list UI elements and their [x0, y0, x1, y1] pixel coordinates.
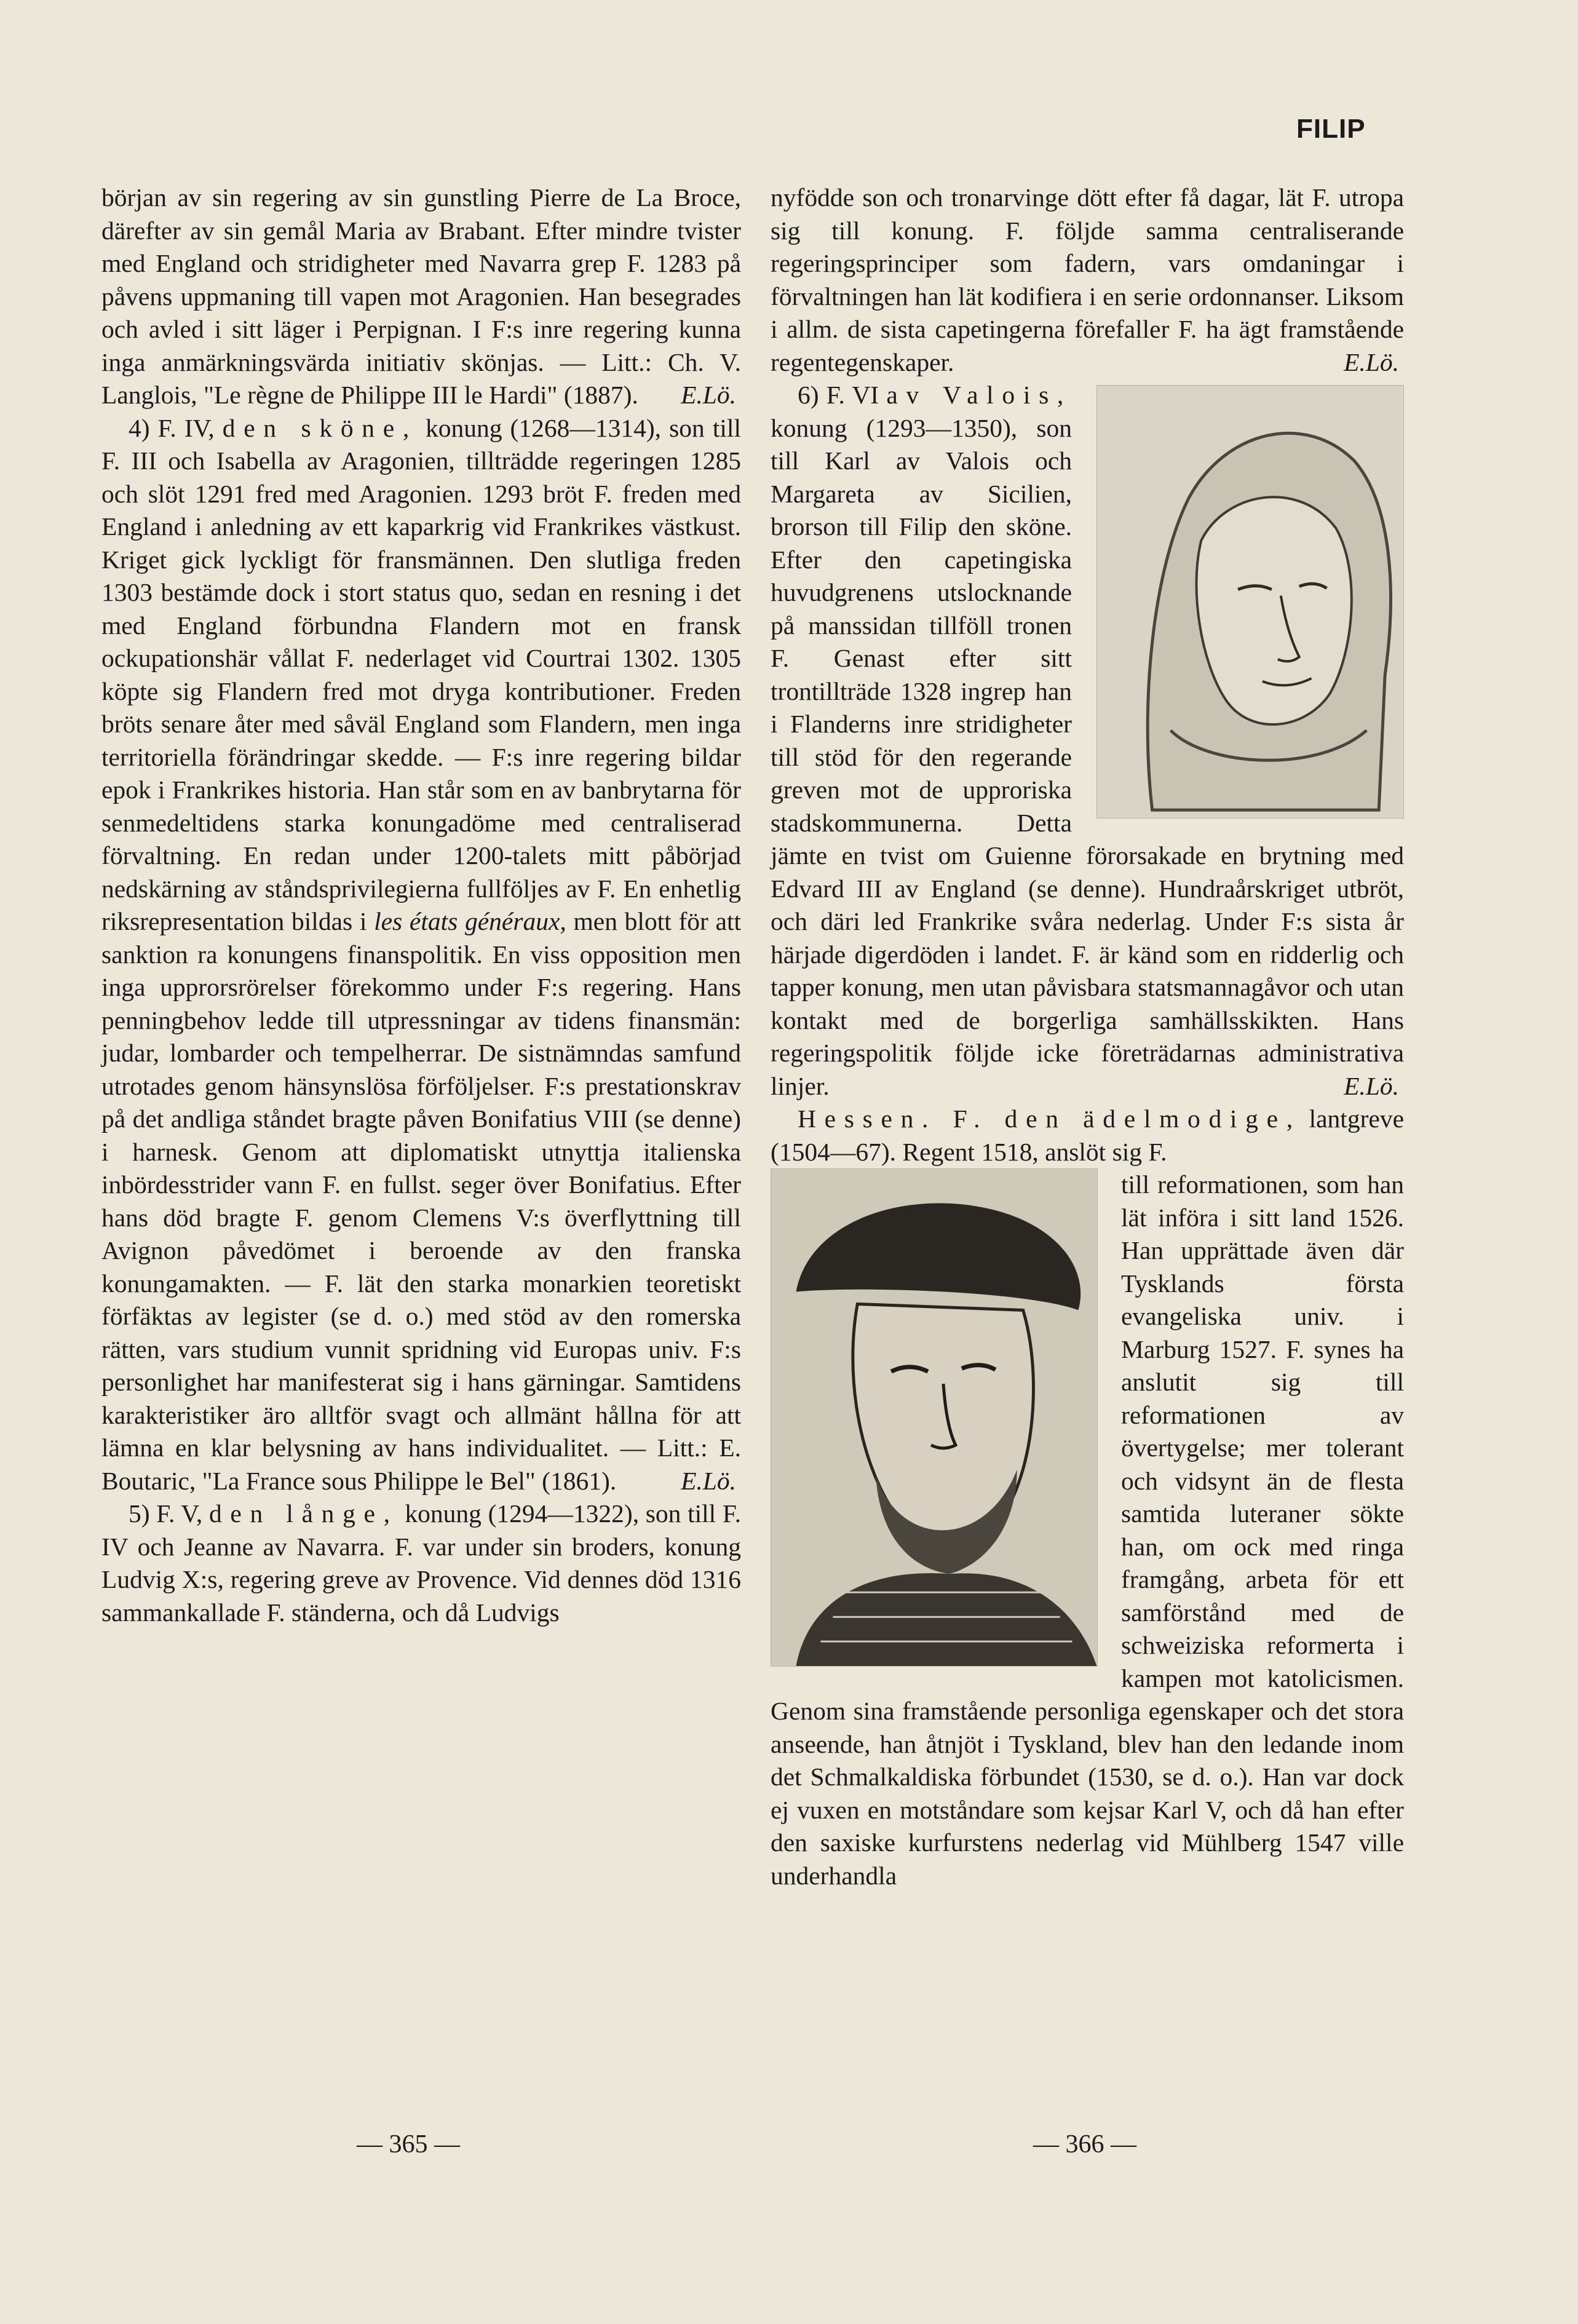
entry-text: nyfödde son och tronarvinge dött efter få dagar, lät F. utropa sig till konung. F. följde samma centraliserande regeringsprinciper som fadern, vars omdaningar i förvaltningen han lät kodifiera i en serie ordonnanser. Liksom i allm. de sista capetingerna förefaller F. ha ägt framstående regentegenskaper.: [771, 183, 1404, 376]
capped-man-portrait: [771, 1169, 1097, 1666]
entry-epithet: av Valois,: [886, 381, 1072, 409]
signature: E.Lö.: [681, 381, 736, 409]
running-head: FILIP: [1296, 114, 1366, 144]
left-column: [101, 181, 741, 1629]
entry-number: 4) F. IV,: [129, 413, 215, 442]
entry-number: 5) F. V,: [129, 1499, 203, 1528]
entry-text: konung (1294—1322), son till F. IV och Jeanne av Navarra. F. var under sin broders, konung Ludvig X:s, regering greve av Provence. Vid dennes död 1316 sammankallade F. ständerna, och då Ludvigs: [101, 1499, 741, 1627]
signature: E.Lö.: [681, 1466, 736, 1495]
right-para-3: [771, 1103, 1404, 1168]
entry-text: lantgreve (1504—67). Regent 1518, anslöt sig F.: [771, 1104, 1404, 1166]
right-para-2: [771, 379, 1404, 1103]
signature: E.Lö.: [1344, 1071, 1399, 1100]
left-para-3: [101, 1497, 741, 1629]
page-number-left: — 365 —: [357, 2130, 460, 2159]
left-para-1: [101, 181, 741, 412]
portrait-drawing-image: [1096, 385, 1404, 819]
page-number-right: — 366 —: [1033, 2130, 1136, 2159]
entry-text: konung (1293—1350), son till Karl av Valois och Margareta av Sicilien, brorson till Filip den sköne. Efter den capetingiska huvudgrenens utslocknande på manssidan tillföll tronen F. Genast efter sitt trontillträde 1328 ingrep han i Flanderns inre stridigheter till stöd för den regerande greven mot de upproriska stadskommunerna. Detta jämte en tvist om Guienne förorsakade en brytning med Edvard III av England (se denne). Hundraårskriget utbröt, och däri led Frankrike svåra nederlag. Under F:s sista år härjade digerdöden i landet. F. är känd som en ridderlig och tapper konung, men utan påvisbara statsmannagåvor och utan kontakt med de borgerliga samhällsskikten. Hans regeringspolitik följde icke företrädarnas administrativa linjer.: [771, 413, 1404, 1100]
entry-heading: Hessen. F. den ädelmodige,: [798, 1104, 1301, 1133]
entry-text: konung (1268—1314), son till F. III och Isabella av Aragonien, tillträdde regeringen 1285 och slöt 1291 fred med Aragonien. 1293 bröt F. freden med England i anledning av ett kaparkrig vid Frankrikes västkust. Kriget gick lyckligt för fransmännen. Den slutliga freden 1303 bestämde dock i stort status quo, sedan en resning i det med England förbundna Flandern mot en fransk ockupationshär vållat F. nederlaget vid Courtrai 1302. 1305 köpte sig Flandern fred mot dryga kontributioner. Freden bröts senare åter med såväl England som Flandern, men inga territoriella förändringar skedde. — F:s inre regering bildar epok i Frankrikes historia. Han står som en av banbrytarna för senmedeltidens starka konungadöme med centraliserad förvaltning. En redan under 1200-talets mitt påbörjad nedskärning av ståndsprivilegierna fullföljes av F. En enhetlig riksrepresentation bildas i: [101, 413, 741, 935]
right-para-3-cont: [771, 1168, 1404, 1892]
left-para-1-text: början av sin regering av sin gunstling Pierre de La Broce, därefter av sin gemål Maria av Brabant. Efter mindre tvister med England och stridigheter med Navarra grep F. 1283 på påvens uppmaning till vapen mot Aragonien. Han besegrades och avled i sitt läger i Perpignan. I F:s inre regering kunna inga anmärkningsvärda initiativ skönjas. — Litt.: Ch. V. Langlois, "Le règne de Philippe III le Hardi" (1887).: [101, 183, 741, 409]
entry-epithet: den långe,: [208, 1499, 398, 1528]
right-column: [771, 181, 1404, 1892]
portrait-engraving-image: [771, 1168, 1098, 1667]
entry-number: 6) F. VI: [798, 381, 879, 409]
hooded-portrait-sketch: [1097, 386, 1403, 818]
italic-term: les états généraux,: [374, 907, 566, 935]
left-para-2: [101, 412, 741, 1498]
entry-text-cont: men blott för att sanktion ra konungens finanspolitik. En viss opposition men inga upprorsrörelser förekommo under F:s regering. Hans penningbehov ledde till utpressningar av tidens finansmän: judar, lombarder och tempelherrar. De sistnämndas samfund utrotades genom hänsynslösa förföljelser. F:s prestationskrav på det andliga ståndet bragte påven Bonifatius VIII (se denne) i harnesk. Genom att diplomatiskt utnyttja italienska inbördesstrider vann F. en fullst. seger över Bonifatius. Efter hans död bragte F. genom Clemens V:s överflyttning till Avignon påvedömet i beroende av den franska konungamakten. — F. lät den starka monarkien teoretiskt förfäktas av legister (se d. o.) med stöd av den romerska rätten, vars studium vunnit spridning vid Europas univ. F:s personlighet har manifesterat sig i hans gärningar. Samtidens karakteristiker äro alltför svagt och allmänt hållna för att lämna en klar belysning av hans individualitet. — Litt.: E. Boutaric, "La France sous Philippe le Bel" (1861).: [101, 907, 742, 1495]
entry-epithet: den sköne,: [222, 413, 418, 442]
entry-text-cont: till reformationen, som han lät införa i sitt land 1526. Han upprättade även där Tysklands första evangeliska univ. i Marburg 1527. F. synes ha anslutit sig till reformationen av övertygelse; mer tolerant och vidsynt än de flesta samtida luteraner sökte han, om ock med ringa framgång, arbeta för ett samförstånd med de schweiziska reformerta i kampen mot katolicismen. Genom sina framstående personliga egenskaper och det stora anseende, han åtnjöt i Tyskland, blev han den ledande inom det Schmalkaldiska förbundet (1530, se d. o.). Han var dock ej vuxen en motståndare som kejsar Karl V, och då han efter den saxiske kurfurstens nederlag vid Mühlberg 1547 ville underhandla: [771, 1170, 1404, 1890]
right-para-1: [771, 181, 1404, 379]
signature: E.Lö.: [1344, 347, 1399, 376]
